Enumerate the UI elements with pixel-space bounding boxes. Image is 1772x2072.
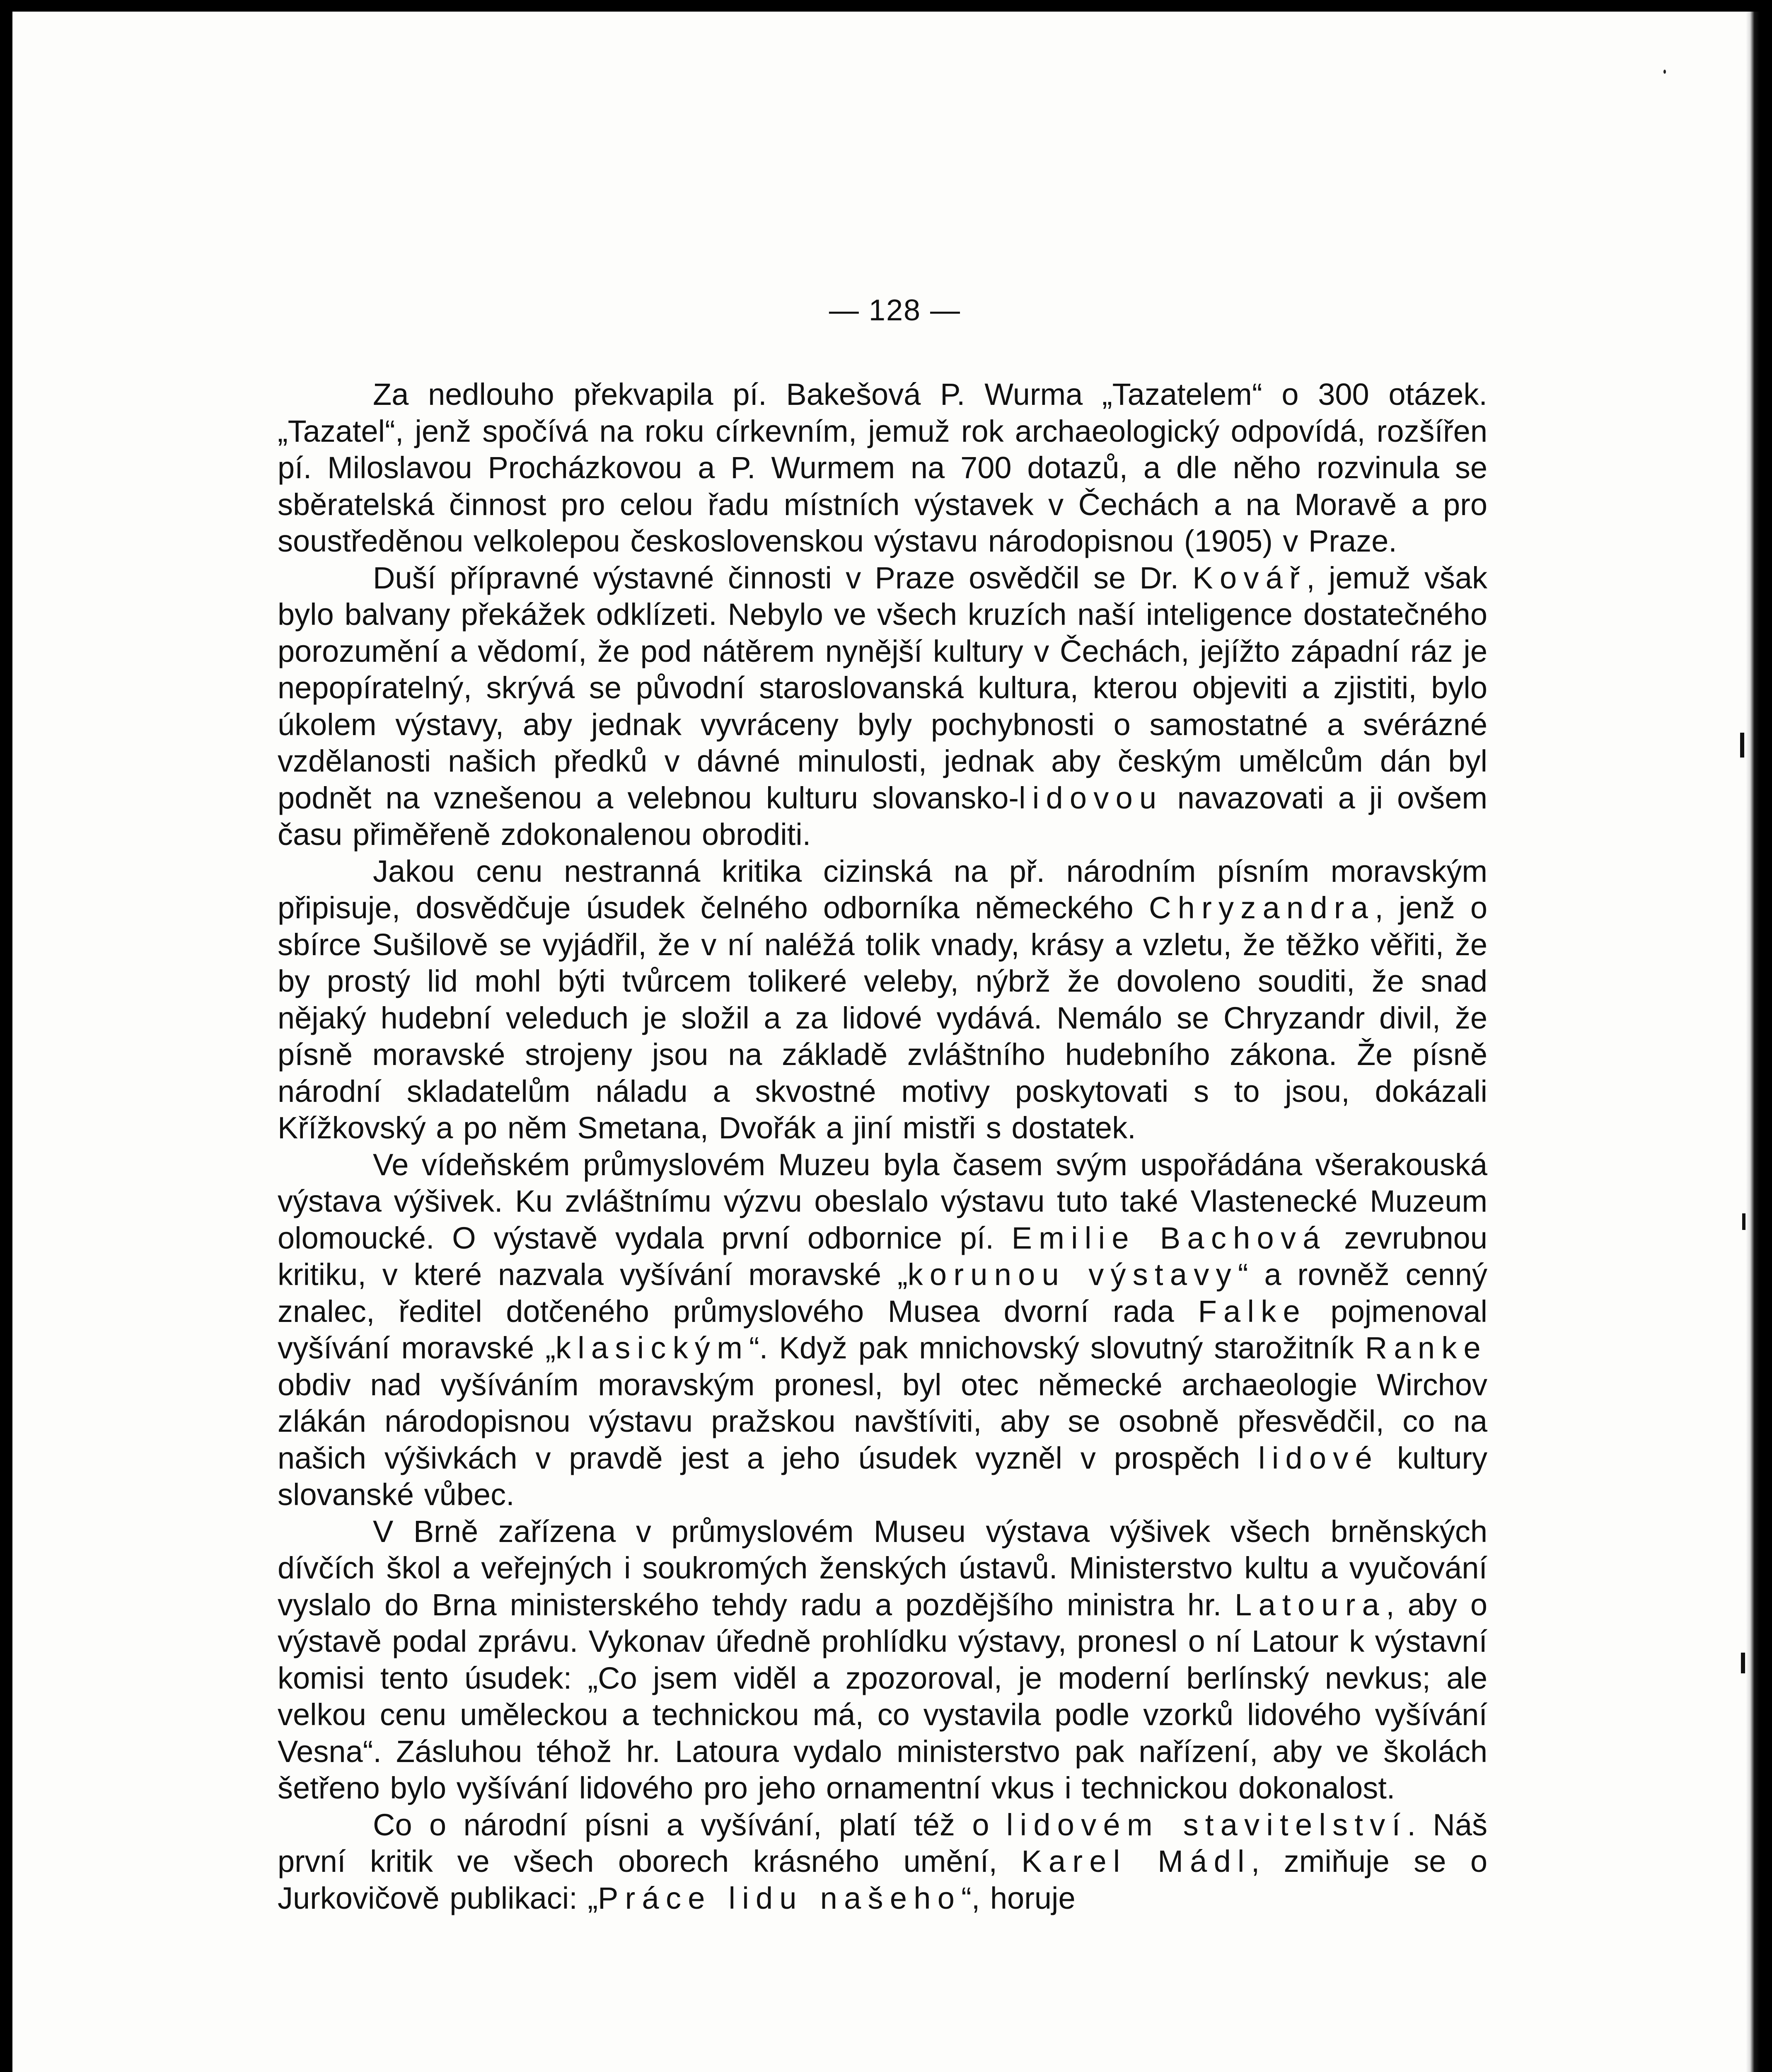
text-run: Za nedlouho překvapila pí. Bakešová P. Wurma „Tazatelem“ o 300 otázek. „Tazatel“, jenž spočívá na roku církevním, jemuž rok archaeologický odpovídá, rozšířen pí. Miloslavou Procházkovou a P. Wurmem na 700 dotazů, a dle něho rozvinula se sběratelská činnost pro celou řadu místních výstavek v Čechách a na Moravě a pro soustředěnou velkolepou československou výstavu národopisnou (1905) v Praze. <box>278 377 1487 558</box>
spaced-emphasis-text: Falke <box>1198 1294 1307 1329</box>
scan-gutter-mark <box>1740 733 1744 758</box>
text-run: kultury slovanské vůbec. <box>278 1440 1488 1512</box>
spaced-emphasis-text: Práce lidu našeho <box>597 1881 962 1915</box>
text-run: “. Když pak mnichovský slovutný starožitník <box>749 1331 1365 1365</box>
text-run: Jakou cenu nestranná kritika cizinská na př. národním písním moravským připisuje, dosvědčuje úsudek čelného odborníka německého <box>278 854 1487 925</box>
scan-speck <box>1663 70 1666 74</box>
paragraph <box>278 1513 1487 1807</box>
spaced-emphasis-text: klasickým <box>555 1331 749 1365</box>
text-run: navazovati a ji ovšem času přiměřeně zdokonalenou obroditi. <box>278 780 1487 852</box>
text-run: , zmiňuje se o Jurkovičově publikaci: „ <box>278 1844 1487 1915</box>
paragraph <box>278 376 1487 560</box>
text-run: Co o národní písni a vyšívání, platí též o <box>373 1807 1006 1842</box>
paragraph <box>278 853 1487 1147</box>
page-edge-shadow <box>1746 12 1760 2072</box>
scan-gutter-mark <box>1742 1213 1745 1230</box>
spaced-emphasis-text: Emilie Bachová <box>1011 1220 1327 1255</box>
text-run: . Náš první kritik ve všech oborech krásného umění, <box>278 1807 1487 1878</box>
spaced-emphasis-text: Kovář <box>1192 560 1307 595</box>
body-text <box>278 376 1487 1917</box>
spaced-emphasis-text: Karel Mádl <box>1021 1844 1251 1878</box>
spaced-emphasis-text: lidové <box>1258 1440 1379 1475</box>
text-run: “ a rovněž cenný znalec, ředitel dotčeného průmyslového Musea dvorní rada <box>278 1257 1487 1329</box>
paragraph <box>278 1147 1487 1513</box>
scanned-page <box>12 12 1760 2072</box>
text-run: Duší přípravné výstavné činnosti v Praze osvědčil se Dr. <box>373 560 1193 595</box>
scan-gutter-mark <box>1741 1653 1745 1673</box>
spaced-emphasis-text: lidovém stavitelství <box>1006 1807 1407 1842</box>
spaced-emphasis-text: lidovou <box>1019 780 1163 815</box>
text-run: , jemuž však bylo balvany překážek odklízeti. Nebylo ve všech kruzích naší inteligence dostatečného porozumění a vědomí, že pod nátěrem nynější kultury v Čechách, jejížto západní ráz je nepopíratelný, skrývá se původní staroslovanská kultura, kterou objeviti a zjistiti, bylo úkolem výstavy, aby jednak vyvráceny byly pochybnosti o samostatné a svérázné vzdělanosti našich předků v dávné minulosti, jednak aby českým umělcům dán byl podnět na vznešenou a velebnou kulturu slovansko- <box>278 560 1487 815</box>
spaced-emphasis-text: korunou výstavy <box>907 1257 1238 1292</box>
text-run: “, horuje <box>961 1881 1076 1915</box>
spaced-emphasis-text: Chryzandra <box>1148 891 1375 925</box>
text-run: pojmenoval vyšívání moravské „ <box>278 1294 1487 1365</box>
text-run: obdiv nad vyšíváním moravským pronesl, byl otec německé archaeologie Wirchov zlákán národopisnou výstavu pražskou navštíviti, aby se osobně přesvědčil, co na našich výšivkách v pravdě jest a jeho úsudek vyzněl v prospěch <box>278 1367 1487 1475</box>
spaced-emphasis-text: Ranke <box>1365 1331 1487 1365</box>
text-run: , aby o výstavě podal zprávu. Vykonav úředně prohlídku výstavy, pronesl o ní Latour k výstavní komisi tento úsudek: „Co jsem viděl a zpozoroval, je moderní berlínský nevkus; ale velkou cenu uměleckou a technickou má, co vystavila podle vzorků lidového vyšívání Vesna“. Zásluhou téhož hr. Latoura vydalo ministerstvo pak nařízení, aby ve školách šetřeno bylo vyšívání lidového pro jeho ornamentní vkus i technickou dokonalost. <box>278 1587 1487 1805</box>
text-run: V Brně zařízena v průmyslovém Museu výstava výšivek všech brněnských dívčích škol a veřejných i soukromých ženských ústavů. Ministerstvo kultu a vyučování vyslalo do Brna ministerského tehdy radu a pozdějšího ministra hr. <box>278 1514 1487 1622</box>
page-number: — 128 — <box>829 294 961 327</box>
text-run: , jenž o sbírce Sušilově se vyjádřil, že v ní naléžá tolik vnady, krásy a vzletu, že těžko věřiti, že by prostý lid mohl býti tvůrcem tolikeré veleby, nýbrž že dovoleno souditi, že snad nějaký hudební veleduch je složil a za lidové vydává. Nemálo se Chryzandr divil, že písně moravské strojeny jsou na základě zvláštního hudebního zákona. Že písně národní skladatelům náladu a skvostné motivy poskytovati s to jsou, dokázali Křížkovský a po něm Smetana, Dvořák a jiní mistři s dostatek. <box>278 891 1488 1145</box>
spaced-emphasis-text: Latoura <box>1235 1587 1386 1622</box>
paragraph <box>278 560 1487 853</box>
text-run: zevrubnou kritiku, v které nazvala vyšívání moravské „ <box>278 1220 1487 1292</box>
text-run: Ve vídeňském průmyslovém Muzeu byla časem svým uspořádána všerakouská výstava výšivek. Ku zvláštnímu výzvu obeslalo výstavu tuto také Vlastenecké Muzeum olomoucké. O výstavě vydala první odbornice pí. <box>278 1147 1487 1255</box>
paragraph <box>278 1807 1487 1917</box>
